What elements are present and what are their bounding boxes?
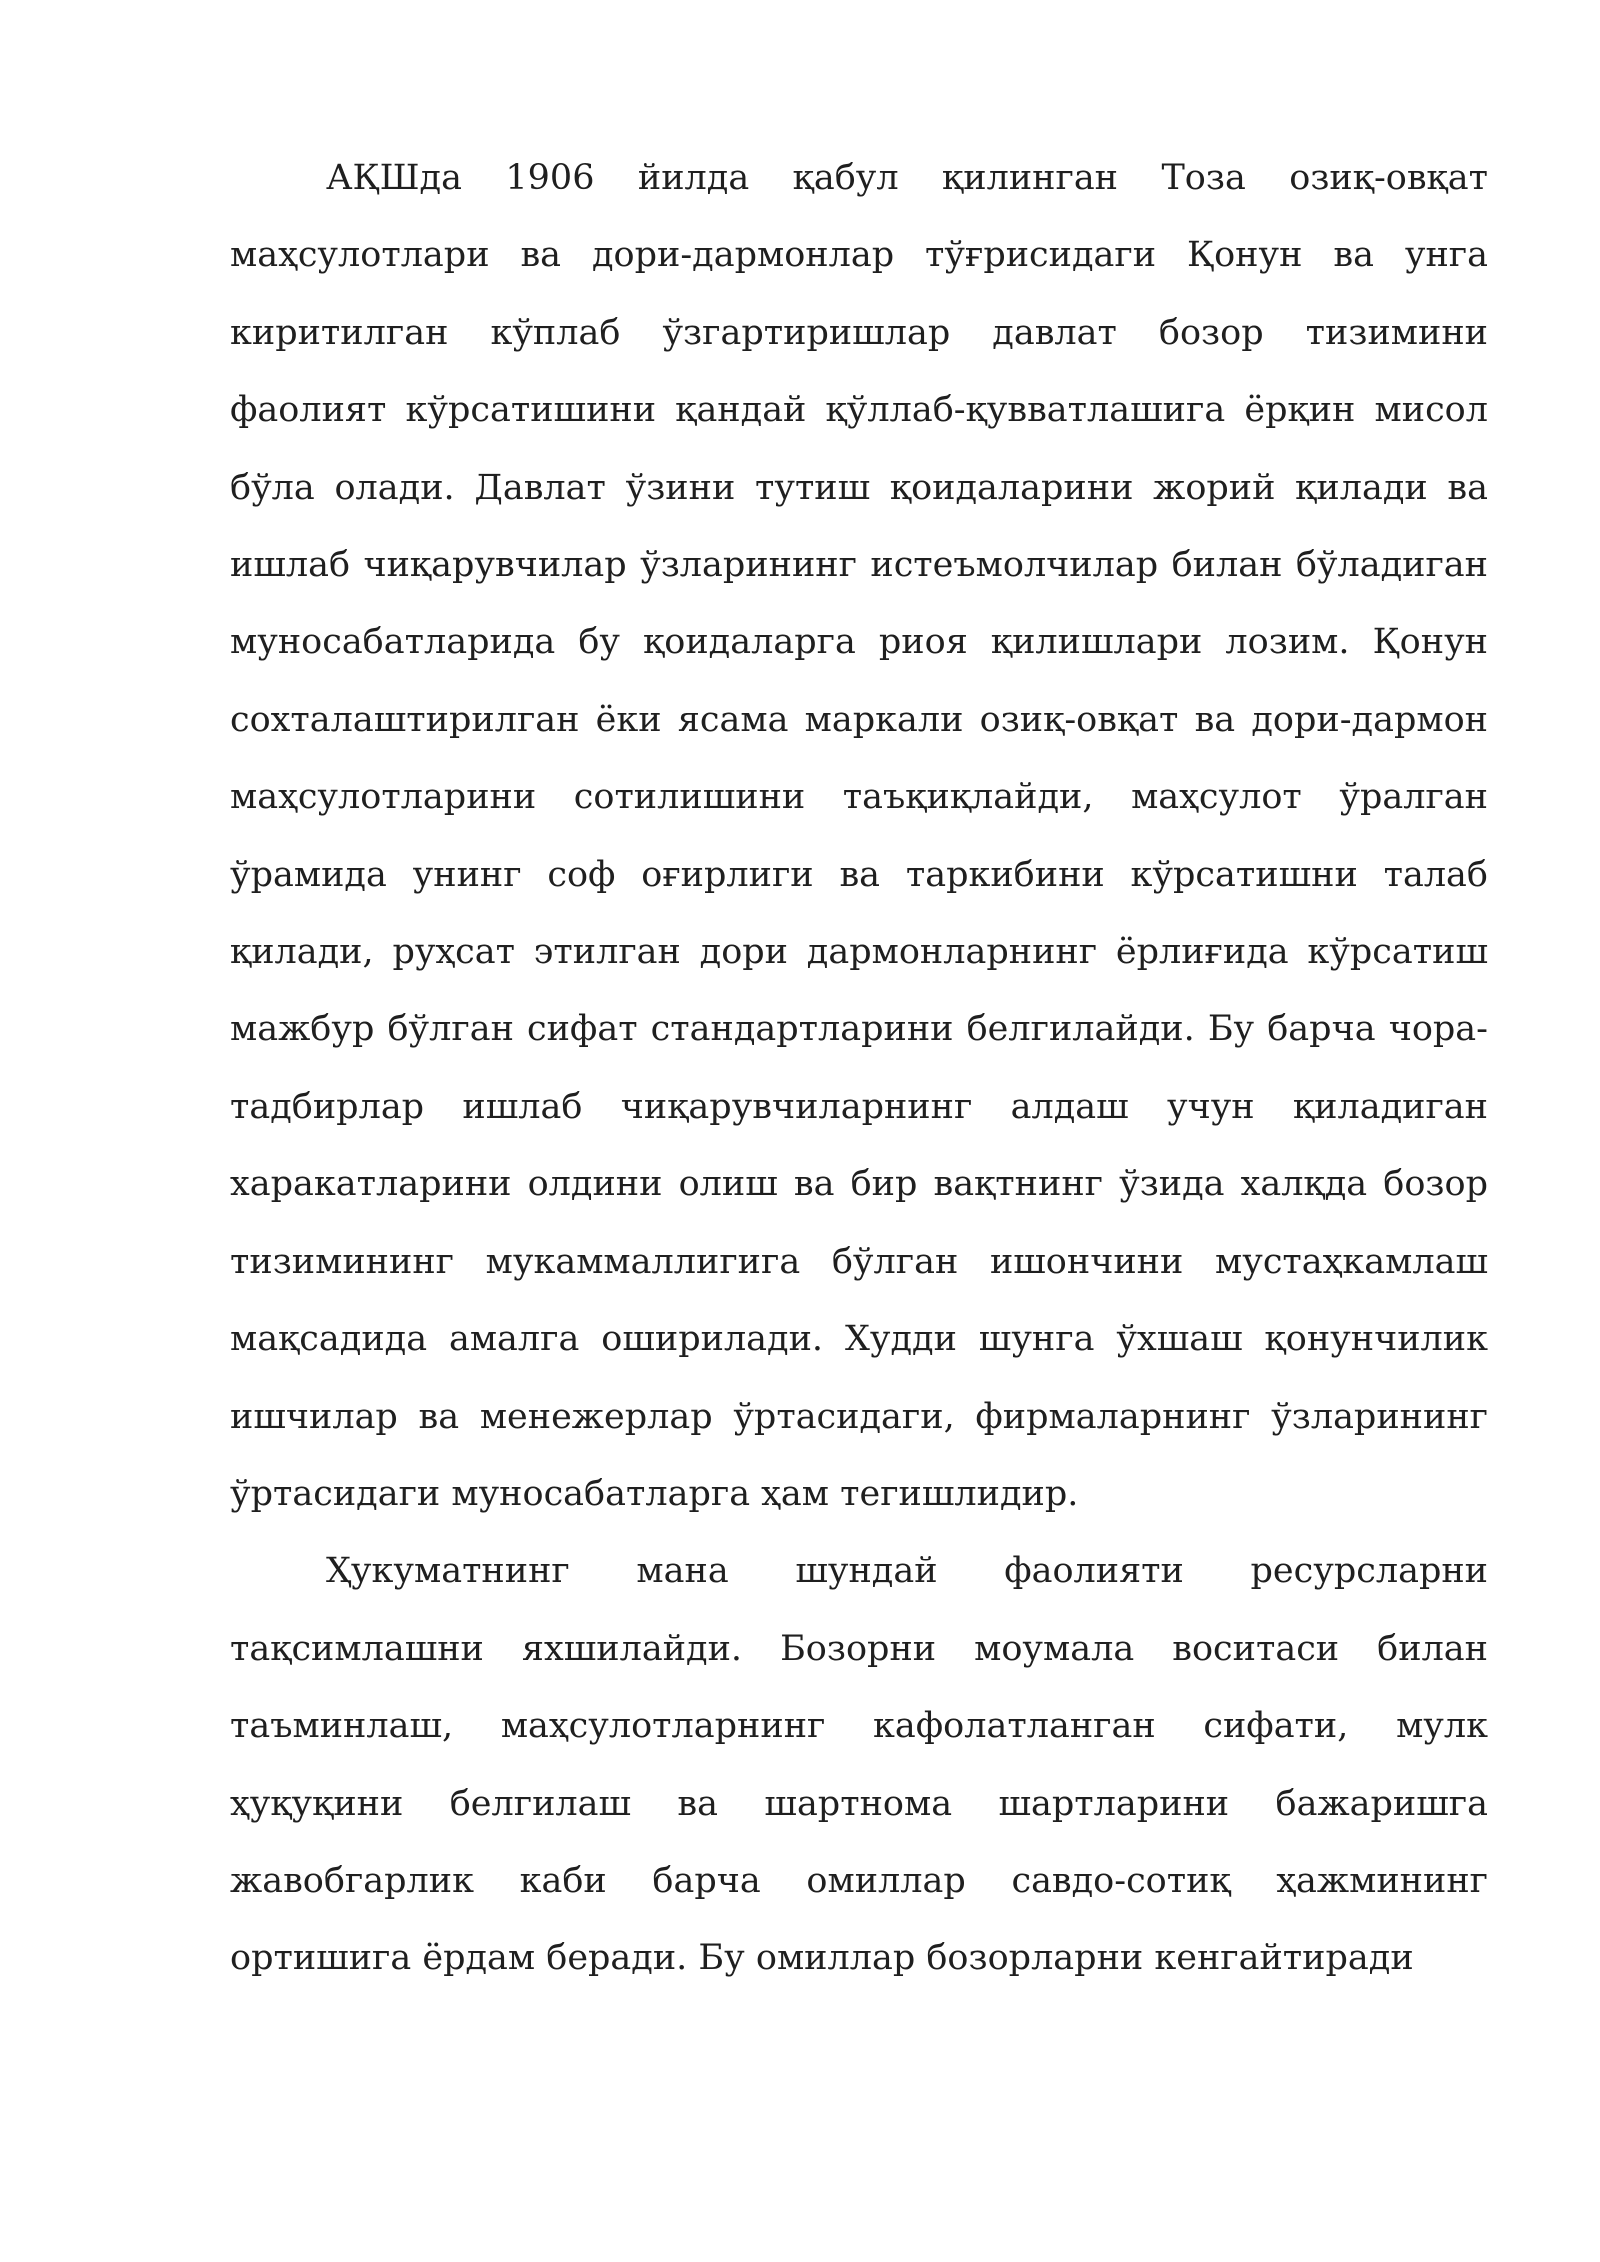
paragraph-2: Ҳукуматнинг мана шундай фаолияти ресурсларни тақсимлашни яхшилайди. Бозорни моумала воситаси билан таъминлаш, маҳсулотларнинг кафолатланган сифати, мулк ҳуқуқини белгилаш ва шартнома шартларини бажаришга жавобгарлик каби барча омиллар савдо-сотиқ ҳажмининг ортишига ёрдам беради. Бу омиллар бозорларни кенгайтиради	[230, 1551, 1488, 1979]
document-body	[230, 140, 1488, 1998]
paragraph-1: АҚШда 1906 йилда қабул қилинган Тоза озиқ-овқат маҳсулотлари ва дори-дармонлар тўғрисидаги Қонун ва унга киритилган кўплаб ўзгартиришлар давлат бозор тизимини фаолият кўрсатишини қандай қўллаб-қувватлашига ёрқин мисол бўла олади. Давлат ўзини тутиш қоидаларини жорий қилади ва ишлаб чиқарувчилар ўзларининг истеъмолчилар билан бўладиган муносабатларида бу қоидаларга риоя қилишлари лозим. Қонун сохталаштирилган ёки ясама маркали озиқ-овқат ва дори-дармон маҳсулотларини сотилишини таъқиқлайди, маҳсулот ўралган ўрамида унинг соф оғирлиги ва таркибини кўрсатишни талаб қилади, руҳсат этилган дори дармонларнинг ёрлиғида кўрсатиш мажбур бўлган сифат стандартларини белгилайди. Бу барча чора-тадбирлар ишлаб чиқарувчиларнинг алдаш учун қиладиган харакатларини олдини олиш ва бир вақтнинг ўзида халқда бозор тизимининг мукаммаллигига бўлган ишончини мустаҳкамлаш мақсадида амалга оширилади. Худди шунга ўхшаш қонунчилик ишчилар ва менежерлар ўртасидаги, фирмаларнинг ўзларининг ўртасидаги муносабатларга ҳам тегишлидир.	[230, 158, 1488, 1514]
